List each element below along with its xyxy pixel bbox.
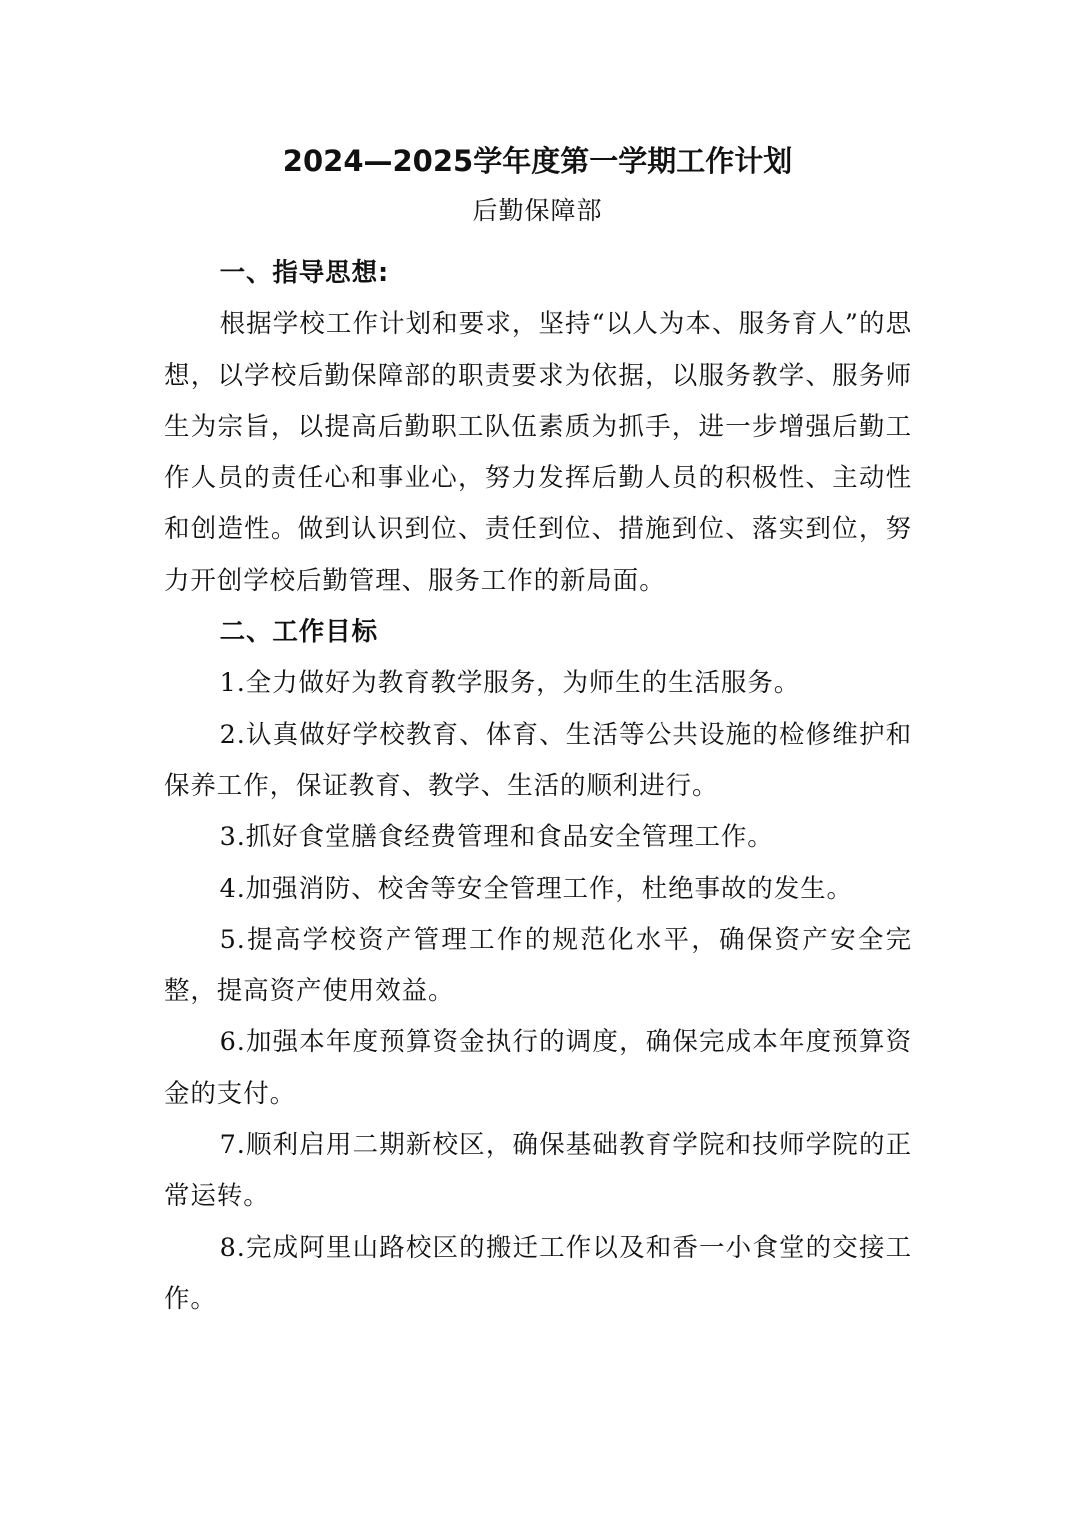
department-name: 后勤保障部 <box>472 196 603 225</box>
goal-item-1: 1.全力做好为教育教学服务，为师生的生活服务。 <box>219 668 801 699</box>
document-title: 2024—2025学年度第一学期工作计划 <box>282 144 793 178</box>
section-heading-work-goals: 二、工作目标 <box>219 617 378 648</box>
goal-item-3: 3.抓好食堂膳食经费管理和食品安全管理工作。 <box>219 822 774 853</box>
goal-item-6: 6.加强本年度预算资金执行的调度，确保完成本年度预算资金的支付。 <box>164 1027 912 1109</box>
goal-item-2: 2.认真做好学校教育、体育、生活等公共设施的检修维护和保养工作，保证教育、教学、生活的顺利进行。 <box>164 719 912 801</box>
goal-item-8: 8.完成阿里山路校区的搬迁工作以及和香一小食堂的交接工作。 <box>164 1232 912 1314</box>
goal-item-7: 7.顺利启用二期新校区，确保基础教育学院和技师学院的正常运转。 <box>164 1130 912 1212</box>
document-body <box>164 248 912 1325</box>
section-heading-guiding-ideology: 一、指导思想: <box>219 258 390 288</box>
goal-item-5: 5.提高学校资产管理工作的规范化水平，确保资产安全完整，提高资产使用效益。 <box>164 924 912 1007</box>
goal-item-4: 4.加强消防、校舍等安全管理工作，杜绝事故的发生。 <box>219 873 853 904</box>
guiding-ideology-paragraph: 根据学校工作计划和要求，坚持“以人为本、服务育人”的思想，以学校后勤保障部的职责要求为依据，以服务教学、服务师生为宗旨，以提高后勤职工队伍素质为抓手，进一步增强后勤工作人员的责任心和事业心，努力发挥后勤人员的积极性、主动性和创造性。做到认识到位、责任到位、措施到位、落实到位，努力开创学校后勤管理、服务工作的新局面。 <box>164 309 912 596</box>
